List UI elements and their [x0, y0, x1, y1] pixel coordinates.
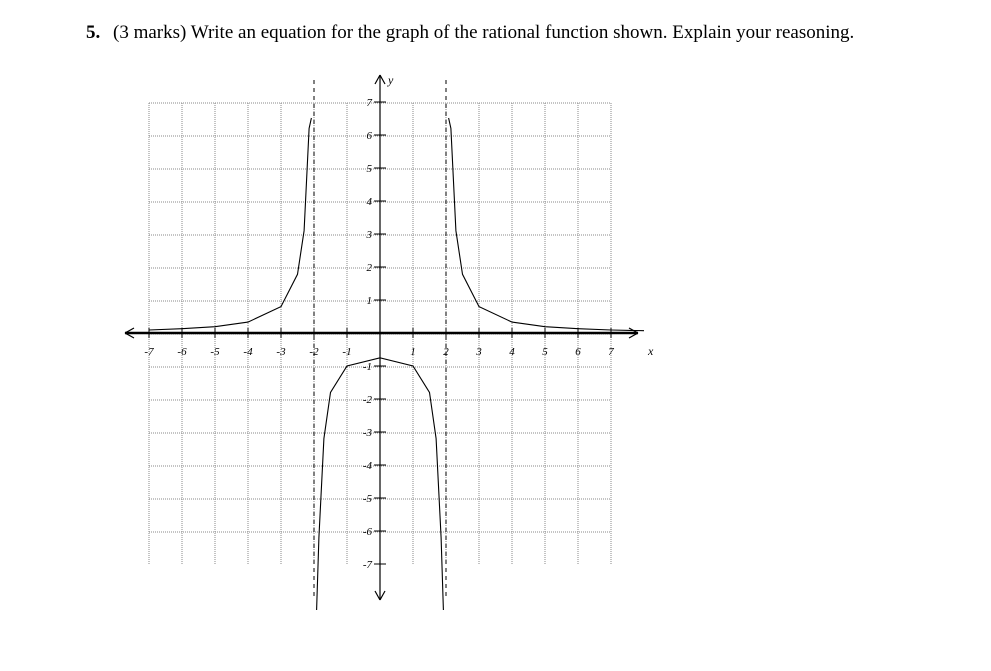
y-tick-label: -3 — [362, 427, 372, 439]
y-tick-label: -4 — [362, 460, 372, 472]
y-tick-label: -1 — [362, 361, 372, 373]
x-tick-label: 1 — [410, 346, 416, 358]
y-axis-label: y — [388, 73, 394, 87]
y-tick-label: 4 — [366, 196, 372, 208]
y-tick-label: 6 — [366, 130, 372, 142]
y-tick-label: -2 — [362, 394, 372, 406]
x-tick-label: -6 — [177, 346, 187, 358]
axes — [125, 75, 638, 600]
x-tick-label: -5 — [210, 346, 220, 358]
x-tick-label: 7 — [608, 346, 614, 358]
x-axis-label: x — [648, 344, 654, 358]
y-tick-label: 7 — [366, 97, 372, 109]
x-tick-label: 2 — [443, 346, 449, 358]
x-tick-label: 3 — [476, 346, 482, 358]
y-tick-label: 3 — [366, 229, 372, 241]
x-tick-label: -4 — [243, 346, 253, 358]
y-tick-label: 5 — [366, 163, 372, 175]
y-tick-label: 2 — [366, 262, 372, 274]
x-tick-label: -2 — [309, 346, 319, 358]
y-tick-label: -7 — [362, 559, 372, 571]
y-tick-label: -5 — [362, 493, 372, 505]
x-tick-label: -1 — [342, 346, 352, 358]
x-tick-label: 4 — [509, 346, 515, 358]
curve-branch-3 — [449, 118, 644, 331]
curve-branch-1 — [149, 118, 311, 330]
x-tick-label: 6 — [575, 346, 581, 358]
x-tick-label: 5 — [542, 346, 548, 358]
y-tick-label: 1 — [366, 295, 372, 307]
x-tick-label: -7 — [144, 346, 154, 358]
y-tick-label: -6 — [362, 526, 372, 538]
question-number: 5. — [86, 22, 101, 43]
curves — [149, 118, 644, 610]
x-tick-label: -3 — [276, 346, 286, 358]
question-prompt: Write an equation for the graph of the rational function shown. Explain your reasoning. — [190, 22, 855, 43]
question-marks: (3 marks) — [113, 22, 187, 43]
